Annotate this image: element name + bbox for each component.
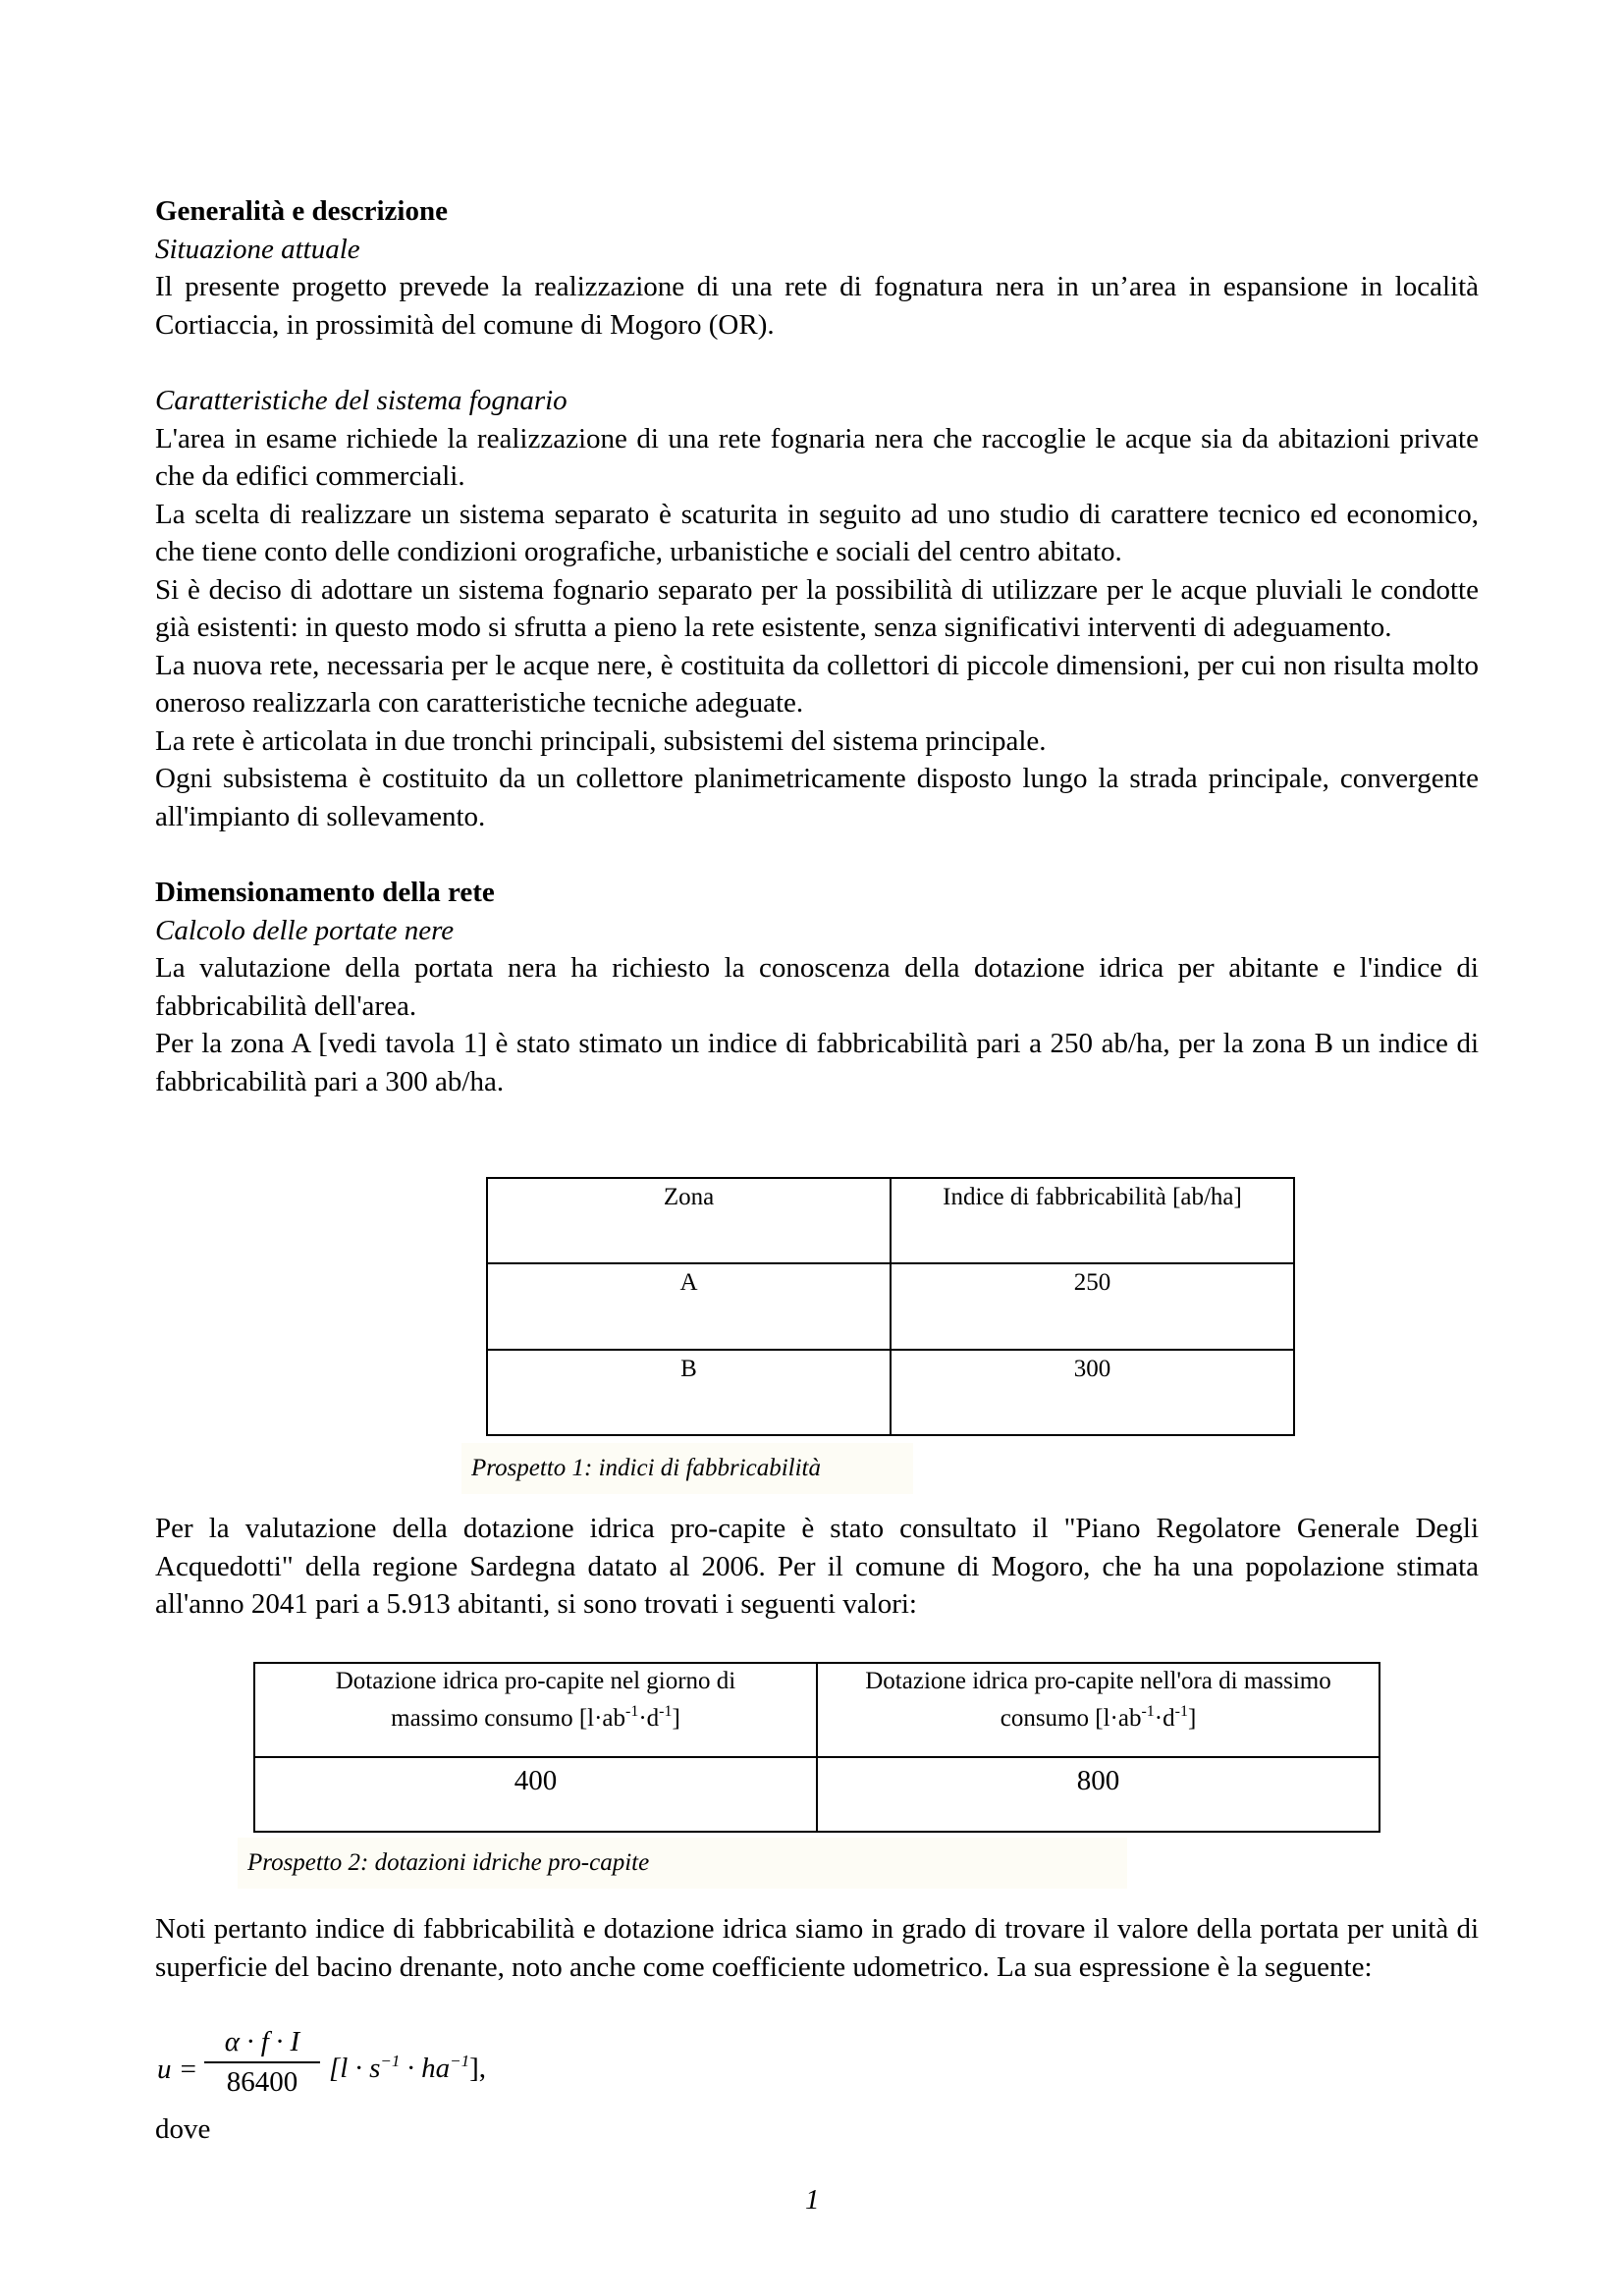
paragraph: Per la valutazione della dotazione idrica pro-capite è stato consultato il "Piano Regolatore Generale Degli Acquedotti" della regione Sardegna datato al 2006. Per il comune di Mogoro, che ha una popolazione stimata all'anno 2041 pari a 5.913 abitanti, si sono trovati i seguenti valori: — [155, 1513, 1479, 1620]
page-number: 1 — [805, 2184, 820, 2216]
paragraph: La valutazione della portata nera ha richiesto la conoscenza della dotazione idrica per abitante e l'indice di fabbricabilità dell'area. — [155, 952, 1479, 1022]
table-caption: Prospetto 2: dotazioni idriche pro-capite — [238, 1838, 1127, 1889]
section-heading-dimensionamento: Dimensionamento della rete — [155, 877, 495, 908]
header-text: consumo [l·ab — [1000, 1705, 1142, 1732]
exponent: −1 — [450, 2052, 470, 2070]
paragraph: Il presente progetto prevede la realizzazione di una rete di fognatura nera in un’area in espansione in località Cortiaccia, in prossimità del comune di Mogoro (OR). — [155, 271, 1479, 341]
table-cell: 400 — [254, 1757, 817, 1832]
header-text: ·d — [1154, 1705, 1175, 1732]
header-text: ] — [1187, 1705, 1197, 1732]
exponent: -1 — [625, 1703, 639, 1720]
paragraph-block — [155, 1510, 1479, 1624]
table-row — [487, 1263, 1294, 1349]
formula-units — [329, 2052, 486, 2085]
table-dotazioni — [253, 1662, 1380, 1833]
paragraph: Noti pertanto indice di fabbricabilità e dotazione idrica siamo in grado di trovare il valore della portata per unità di superficie del bacino drenante, noto anche come coefficiente udometrico. La sua espressione è la seguente: — [155, 1913, 1479, 1983]
paragraph: La nuova rete, necessaria per le acque nere, è costituita da collettori di piccole dimensioni, per cui non risulta molto oneroso realizzarla con caratteristiche tecniche adeguate. — [155, 649, 1479, 719]
paragraph: L'area in esame richiede la realizzazione di una rete fognaria nera che raccoglie le acque sia da abitazioni private che da edifici commerciali. — [155, 422, 1479, 492]
formula-numerator: α · f · I — [224, 2026, 300, 2057]
paragraph: La rete è articolata in due tronchi principali, subsistemi del sistema principale. — [155, 724, 1047, 757]
table-caption: Prospetto 1: indici di fabbricabilità — [461, 1443, 913, 1494]
paragraph: Si è deciso di adottare un sistema fognario separato per la possibilità di utilizzare per le acque pluviali le condotte già esistenti: in questo modo si sfrutta a pieno la rete esistente, senza significativi interventi di adeguamento. — [155, 573, 1479, 643]
table-header-cell: Zona — [487, 1178, 891, 1263]
formula-fraction — [204, 2022, 320, 2101]
table-row — [254, 1757, 1380, 1832]
units-text: · ha — [400, 2053, 451, 2084]
table-cell: 250 — [891, 1263, 1294, 1349]
table-fabbricabilita — [486, 1177, 1295, 1436]
table-header-cell — [254, 1663, 817, 1757]
paragraph: La scelta di realizzare un sistema separato è scaturita in seguito ad uno studio di carattere tecnico ed economico, che tiene conto delle condizioni orografiche, urbanistiche e sociali del centro abitato. — [155, 498, 1479, 567]
table-header-cell: Indice di fabbricabilità [ab/ha] — [891, 1178, 1294, 1263]
subheading-situazione-attuale: Situazione attuale — [155, 233, 360, 265]
table-cell: A — [487, 1263, 891, 1349]
subheading-calcolo-portate: Calcolo delle portate nere — [155, 914, 455, 946]
header-text: Dotazione idrica pro-capite nell'ora di massimo — [865, 1668, 1331, 1694]
table-row — [487, 1350, 1294, 1435]
header-text: massimo consumo [l·ab — [391, 1705, 626, 1732]
paragraph-block — [155, 1910, 1479, 1986]
exponent: −1 — [380, 2052, 401, 2070]
subheading-caratteristiche: Caratteristiche del sistema fognario — [155, 385, 568, 416]
formula-udometrico — [157, 2022, 648, 2110]
table-header-row — [487, 1178, 1294, 1263]
formula-lhs: u = — [157, 2054, 198, 2085]
table-cell: B — [487, 1350, 891, 1435]
header-text: ] — [672, 1705, 680, 1732]
exponent: -1 — [1141, 1703, 1155, 1720]
units-text: [l · s — [329, 2053, 381, 2084]
exponent: -1 — [1174, 1703, 1188, 1720]
header-text: Dotazione idrica pro-capite nel giorno di — [335, 1668, 736, 1694]
document-body — [155, 192, 1479, 1100]
table-header-row — [254, 1663, 1380, 1757]
table-cell: 800 — [817, 1757, 1380, 1832]
table-cell: 300 — [891, 1350, 1294, 1435]
header-text: ·d — [638, 1705, 660, 1732]
table-header-cell — [817, 1663, 1380, 1757]
section-heading-generalita: Generalità e descrizione — [155, 195, 448, 227]
paragraph: Ogni subsistema è costituito da un collettore planimetricamente disposto lungo la strada principale, convergente all'impianto di sollevamento. — [155, 763, 1479, 832]
dove-text: dove — [155, 2113, 211, 2145]
paragraph: Per la zona A [vedi tavola 1] è stato stimato un indice di fabbricabilità pari a 250 ab/ha, per la zona B un indice di fabbricabilità pari a 300 ab/ha. — [155, 1028, 1479, 1097]
exponent: -1 — [659, 1703, 673, 1720]
units-text: ], — [469, 2053, 487, 2084]
formula-denominator: 86400 — [226, 2066, 298, 2098]
